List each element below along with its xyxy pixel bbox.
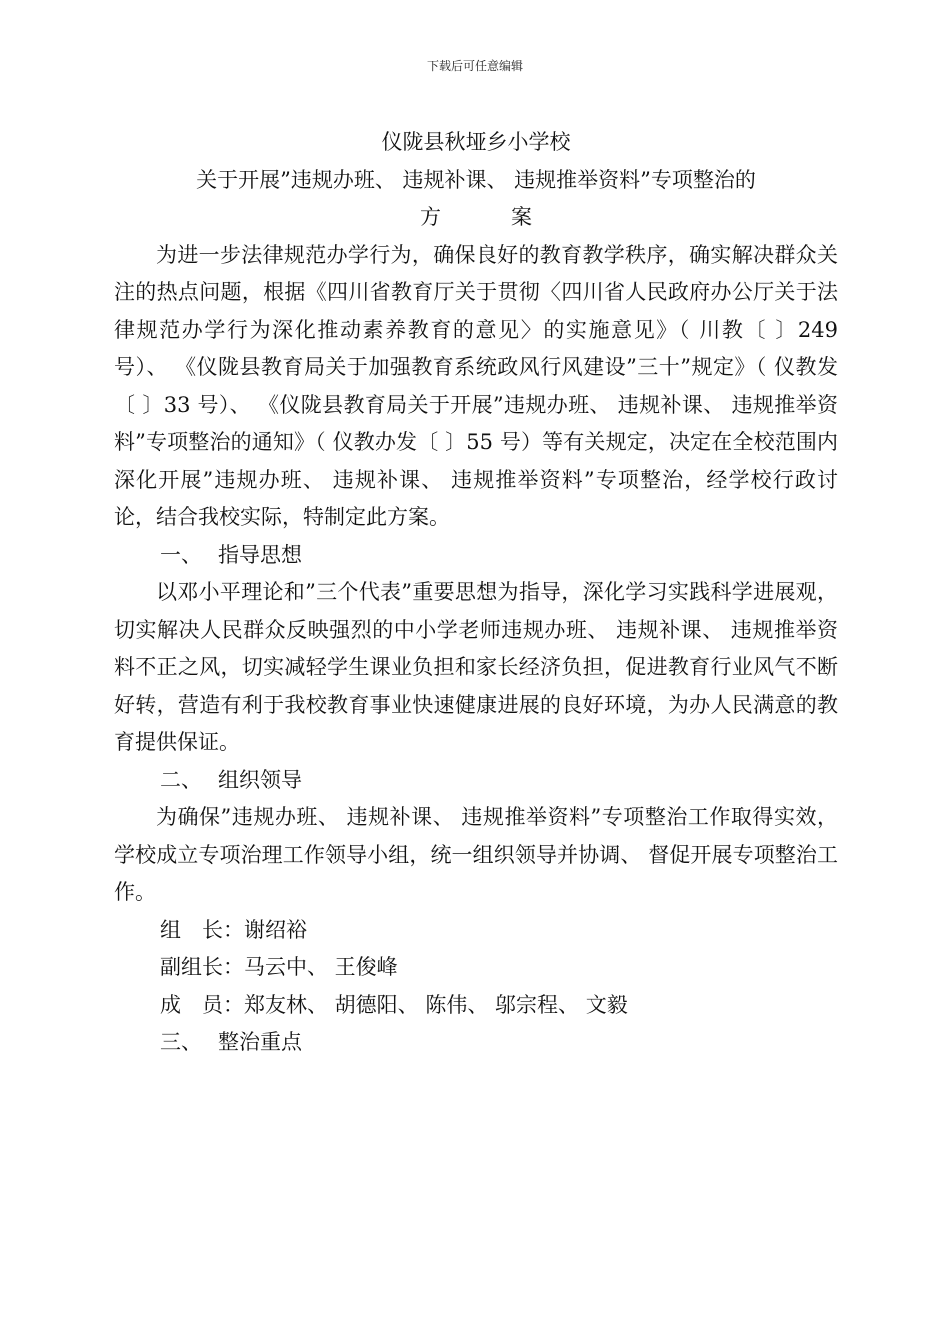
member-deputy-leader	[114, 949, 838, 987]
member-names: 郑友林、 胡德阳、 陈伟、 邬宗程、 文毅	[244, 992, 628, 1017]
section-heading-1	[114, 537, 838, 575]
section-title: 指导思想	[218, 542, 302, 567]
section-title: 组织领导	[218, 767, 302, 792]
document-title-school: 仪陇县秋垭乡小学校	[381, 130, 571, 154]
section-number: 一、	[160, 542, 202, 567]
section-heading-3	[114, 1024, 838, 1062]
member-role: 副组长：	[160, 955, 244, 979]
member-names: 谢绍裕	[244, 917, 307, 942]
member-members	[114, 987, 838, 1025]
document-title-plan	[114, 199, 838, 237]
document-body	[114, 124, 838, 1062]
intro-paragraph: 为进一步法律规范办学行为，确保良好的教育教学秩序，确实解决群众关注的热点问题，根据《四川省教育厅关于贯彻〈四川省人民政府办公厅关于法律规范办学行为深化推动素养教育的意见〉的实施意见》（ 川教〔 〕249 号）、 《仪陇县教育局关于加强教育系统政风行风建设”三十”规定》（ 仪教发〔 〕33 号）、 《仪陇县教育局关于开展”违规办班、 违规补课、 违规推举资料”专项整治的通知》（ 仪教办发〔 〕55 号）等有关规定，决定在全校范围内深化开展”违规办班、 违规补课、 违规推举资料”专项整治，经学校行政讨论，结合我校实际，特制定此方案。	[114, 242, 838, 529]
section-heading-2	[114, 762, 838, 800]
member-role: 组 长：	[160, 917, 244, 942]
page-header-note: 下载后可任意编辑	[426, 59, 523, 73]
document-title-plan-char-2: 案	[511, 205, 532, 229]
section-number: 三、	[160, 1030, 202, 1054]
section-1-paragraph: 以邓小平理论和”三个代表”重要思想为指导，深化学习实践科学进展观，切实解决人民群众反映强烈的中小学老师违规办班、 违规补课、 违规推举资料不正之风，切实减轻学生课业负担和家长经济负担，促进教育行业风气不断好转，营造有利于我校教育事业快速健康进展的良好环境，为办人民满意的教育提供保证。	[114, 580, 838, 754]
section-2-paragraph: 为确保”违规办班、 违规补课、 违规推举资料”专项整治工作取得实效，学校成立专项治理工作领导小组，统一组织领导并协调、 督促开展专项整治工作。	[114, 805, 838, 904]
section-title: 整治重点	[218, 1030, 302, 1054]
document-title-subject: 关于开展”违规办班、 违规补课、 违规推举资料”专项整治的	[196, 167, 756, 192]
member-leader	[114, 912, 838, 950]
section-number: 二、	[160, 767, 202, 792]
member-names: 马云中、 王俊峰	[244, 955, 398, 979]
member-role: 成 员：	[160, 992, 244, 1017]
document-title-plan-char-1: 方	[420, 205, 441, 229]
